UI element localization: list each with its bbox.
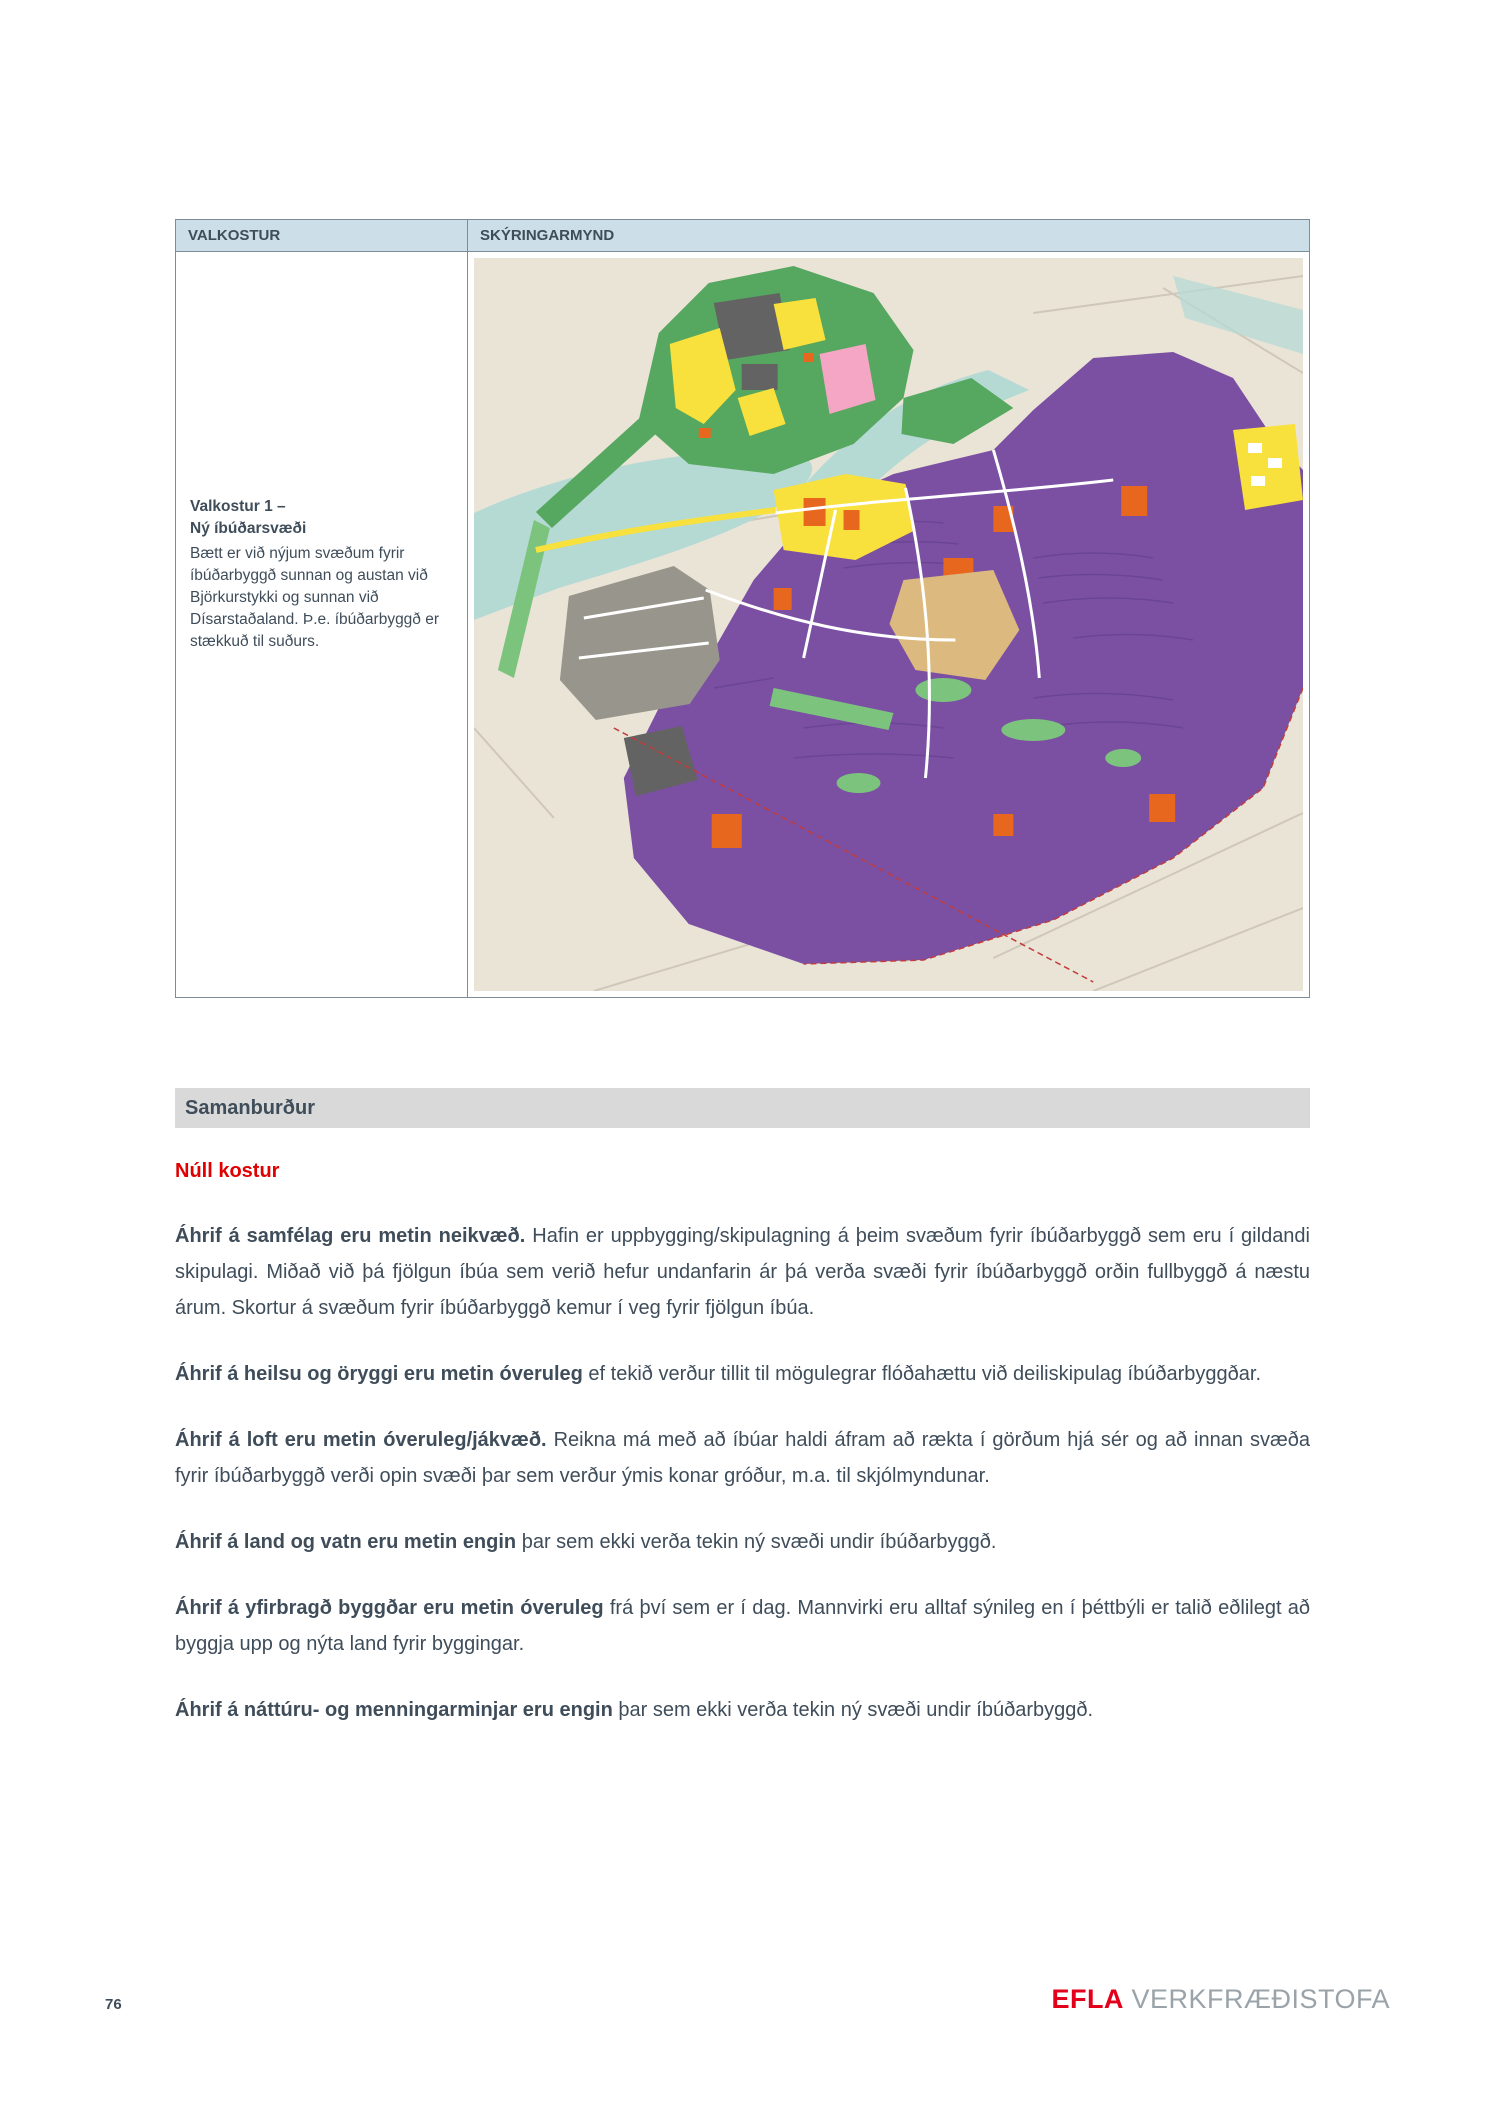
- alternative-description: Bætt er við nýjum svæðum fyrir íbúðarbyggð sunnan og austan við Björkurstykki og sunnan við Dísarstaðaland. Þ.e. íbúðarbyggð er stækkuð til suðurs.: [190, 545, 440, 650]
- map-zone-orange: [1121, 486, 1147, 516]
- efla-logo-suffix: VERKFRÆÐISTOFA: [1131, 1984, 1390, 2014]
- map-zone-orange: [844, 510, 860, 530]
- map-cell: [468, 252, 1310, 998]
- paragraph-heilsa-oryggi: [175, 1356, 1310, 1392]
- map-park: [837, 773, 881, 793]
- paragraph-body: frá því sem er í dag. Mannvirki eru alltaf sýnileg en í þéttbýli er talið eðlilegt að byggja upp og nýta land fyrir byggingar.: [175, 1597, 1311, 1655]
- alternative-title-line1: Valkostur 1 –: [190, 498, 286, 515]
- paragraph-lead: Áhrif á yfirbragð byggðar eru metin óveruleg: [175, 1597, 604, 1619]
- paragraph-body: þar sem ekki verða tekin ný svæði undir íbúðarbyggð.: [521, 1531, 997, 1553]
- table-header-valkostur: VALKOSTUR: [176, 220, 468, 252]
- paragraph-body: Hafin er uppbygging/skipulagning á þeim svæðum fyrir íbúðarbyggð sem eru í gildandi skipulagi. Miðað við þá fjölgun íbúa sem verið hefur undanfarin ár þá verða svæði fyrir íbúðarbyggð orðin fullbyggð á næstu árum. Skortur á svæðum fyrir íbúðarbyggð kemur í veg fyrir fjölgun íbúa.: [175, 1225, 1311, 1319]
- map-zone-orange: [1149, 794, 1175, 822]
- map-zone-orange-dot: [804, 353, 814, 362]
- paragraph-natturuminjar: [175, 1692, 1310, 1728]
- map-park: [1001, 719, 1065, 741]
- alternatives-table: [175, 219, 1310, 998]
- efla-logo: EFLA: [1051, 1984, 1124, 2014]
- table-header-skyringarmynd: SKÝRINGARMYND: [468, 220, 1310, 252]
- comparison-text: [175, 1218, 1310, 1758]
- map-zone-orange: [774, 588, 792, 610]
- alternative-title: [190, 496, 453, 540]
- map-zone-orange: [993, 814, 1013, 836]
- paragraph-body: þar sem ekki verða tekin ný svæði undir íbúðarbyggð.: [618, 1699, 1094, 1721]
- paragraph-yfirbragd: [175, 1590, 1310, 1662]
- paragraph-lead: Áhrif á náttúru- og menningarminjar eru engin: [175, 1699, 613, 1721]
- map-zone-orange-dot: [699, 428, 711, 438]
- map-zone-orange: [804, 498, 826, 526]
- paragraph-body: ef tekið verður tillit til mögulegrar flóðahættu við deiliskipulag íbúðarbyggðar.: [588, 1363, 1261, 1385]
- map-park: [1105, 749, 1141, 767]
- paragraph-samfelag: [175, 1218, 1310, 1326]
- map-park: [915, 678, 971, 702]
- subsection-null-kostur: Núll kostur: [175, 1160, 280, 1182]
- paragraph-lead: Áhrif á land og vatn eru metin engin: [175, 1531, 517, 1553]
- table-body-row: [176, 252, 1310, 998]
- table-header-row: [176, 220, 1310, 252]
- alternative-description-cell: [176, 252, 468, 998]
- footer-brand: [1051, 1984, 1390, 2015]
- paragraph-lead: Áhrif á heilsu og öryggi eru metin óveruleg: [175, 1363, 583, 1385]
- paragraph-land-vatn: [175, 1524, 1310, 1560]
- map-building-block: [1248, 443, 1262, 453]
- paragraph-loft: [175, 1422, 1310, 1494]
- paragraph-lead: Áhrif á samfélag eru metin neikvæð.: [175, 1225, 526, 1247]
- paragraph-body: Reikna má með að íbúar haldi áfram að rækta í görðum hjá sér og að innan svæða fyrir íbúðarbyggð verði opin svæði þar sem verður ýmis konar gróður, m.a. til skjólmyndunar.: [175, 1429, 1310, 1487]
- map-building-block: [1251, 476, 1265, 486]
- zoning-map: [474, 258, 1303, 991]
- alternative-title-line2: Ný íbúðarsvæði: [190, 520, 307, 537]
- map-zone-orange: [712, 814, 742, 848]
- map-zone-gray-north-small: [742, 364, 778, 390]
- section-header-samanburdur: Samanburður: [175, 1088, 1310, 1128]
- paragraph-lead: Áhrif á loft eru metin óveruleg/jákvæð.: [175, 1429, 547, 1451]
- map-building-block: [1268, 458, 1282, 468]
- page-number: 76: [105, 1996, 122, 2013]
